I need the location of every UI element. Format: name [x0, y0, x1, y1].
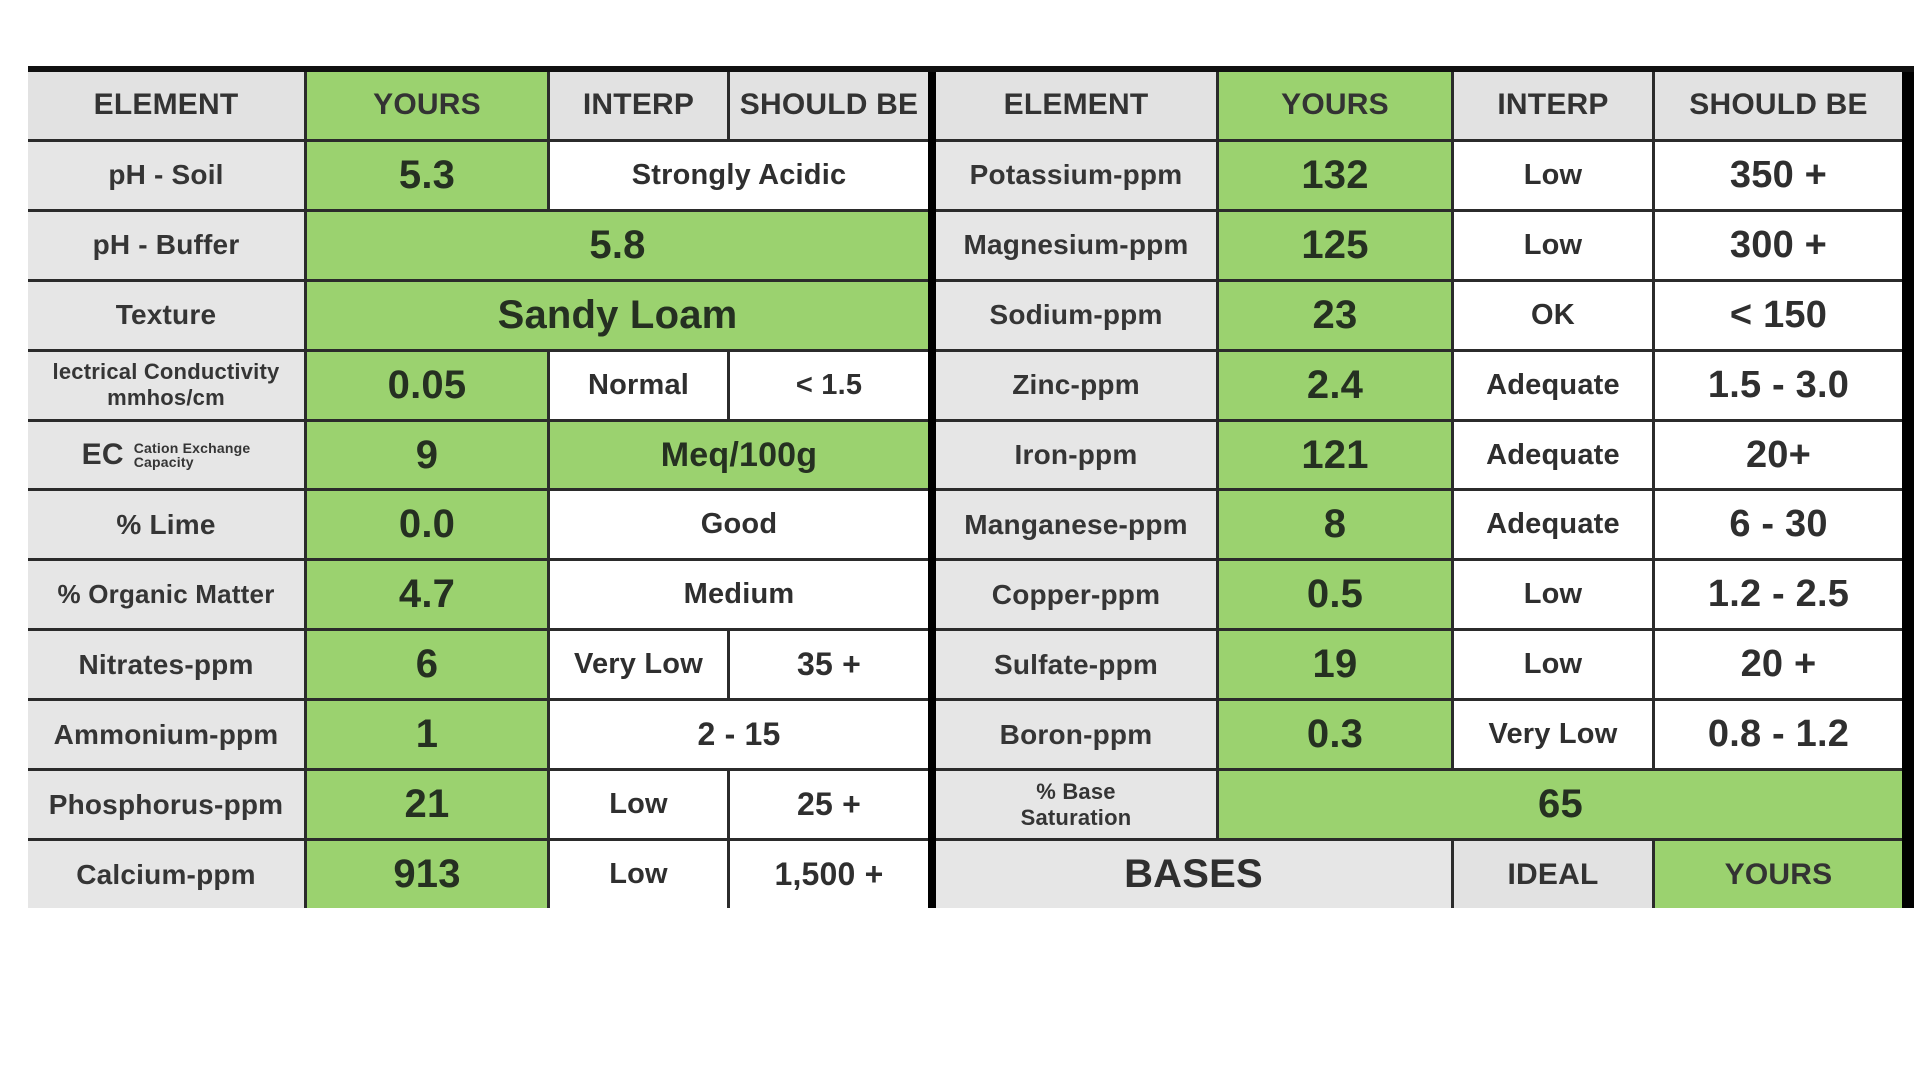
row-should-be: 1.5 - 3.0 [1655, 352, 1902, 419]
ec-label-line2: mmhos/cm [107, 385, 225, 411]
lime-value: 0.0 [307, 491, 547, 558]
row-should-be: 350 + [1655, 142, 1902, 209]
header-interp: INTERP [550, 72, 727, 139]
ec-label-line1: lectrical Conductivity [52, 359, 280, 385]
row-element: Sodium-ppm [936, 282, 1216, 349]
header-yours: YOURS [1219, 72, 1451, 139]
ideal-header: IDEAL [1454, 841, 1652, 908]
header-should-be: SHOULD BE [1655, 72, 1902, 139]
right-panel [936, 72, 1902, 908]
row-element: Manganese-ppm [936, 491, 1216, 558]
cec-label-main: EC [81, 438, 124, 472]
ammonium-value: 1 [307, 701, 547, 768]
row-yours: 132 [1219, 142, 1451, 209]
phosphorus-interp: Low [550, 771, 727, 838]
row-element: Potassium-ppm [936, 142, 1216, 209]
row-should-be: 20+ [1655, 422, 1902, 489]
row-element: Sulfate-ppm [936, 631, 1216, 698]
lime-label: % Lime [28, 491, 304, 558]
row-yours: 23 [1219, 282, 1451, 349]
left-panel [28, 72, 928, 908]
ph-buffer-label: pH - Buffer [28, 212, 304, 279]
ec-label [28, 352, 304, 419]
cec-label [28, 422, 304, 489]
row-interp: OK [1454, 282, 1652, 349]
row-element: Magnesium-ppm [936, 212, 1216, 279]
row-yours: 125 [1219, 212, 1451, 279]
ph-soil-label: pH - Soil [28, 142, 304, 209]
header-should-be: SHOULD BE [730, 72, 928, 139]
cec-label-sub2: Capacity [133, 454, 194, 471]
ammonium-should-be: 2 - 15 [550, 701, 928, 768]
row-interp: Low [1454, 631, 1652, 698]
phosphorus-value: 21 [307, 771, 547, 838]
right-grid [936, 72, 1902, 908]
nitrates-value: 6 [307, 631, 547, 698]
row-yours: 0.3 [1219, 701, 1451, 768]
base-saturation-line1: % Base [1036, 778, 1116, 804]
ec-should-be: < 1.5 [730, 352, 928, 419]
ph-buffer-value: 5.8 [307, 212, 928, 279]
row-should-be: 6 - 30 [1655, 491, 1902, 558]
texture-label: Texture [28, 282, 304, 349]
cec-unit: Meq/100g [550, 422, 928, 489]
calcium-should-be: 1,500 + [730, 841, 928, 908]
row-should-be: 20 + [1655, 631, 1902, 698]
header-yours: YOURS [307, 72, 547, 139]
row-interp: Low [1454, 142, 1652, 209]
calcium-label: Calcium-ppm [28, 841, 304, 908]
row-interp: Low [1454, 561, 1652, 628]
header-element: ELEMENT [28, 72, 304, 139]
lime-interp: Good [550, 491, 928, 558]
ec-interp: Normal [550, 352, 727, 419]
bases-yours-header: YOURS [1655, 841, 1902, 908]
nitrates-should-be: 35 + [730, 631, 928, 698]
row-yours: 8 [1219, 491, 1451, 558]
nitrates-label: Nitrates-ppm [28, 631, 304, 698]
bases-label: BASES [936, 841, 1451, 908]
organic-label: % Organic Matter [28, 561, 304, 628]
calcium-interp: Low [550, 841, 727, 908]
ph-soil-interp: Strongly Acidic [550, 142, 928, 209]
row-should-be: 1.2 - 2.5 [1655, 561, 1902, 628]
left-grid [28, 72, 928, 908]
row-interp: Adequate [1454, 352, 1652, 419]
row-element: Copper-ppm [936, 561, 1216, 628]
texture-value: Sandy Loam [307, 282, 928, 349]
organic-value: 4.7 [307, 561, 547, 628]
row-yours: 2.4 [1219, 352, 1451, 419]
row-interp: Adequate [1454, 491, 1652, 558]
ec-value: 0.05 [307, 352, 547, 419]
row-interp: Very Low [1454, 701, 1652, 768]
row-yours: 121 [1219, 422, 1451, 489]
soil-report-table [28, 66, 1914, 908]
ammonium-label: Ammonium-ppm [28, 701, 304, 768]
organic-interp: Medium [550, 561, 928, 628]
cec-value: 9 [307, 422, 547, 489]
row-should-be: 300 + [1655, 212, 1902, 279]
row-should-be: 0.8 - 1.2 [1655, 701, 1902, 768]
base-saturation-line2: Saturation [1020, 804, 1132, 830]
cec-label-sub1: Cation Exchange [133, 440, 251, 457]
calcium-value: 913 [307, 841, 547, 908]
row-interp: Low [1454, 212, 1652, 279]
row-should-be: < 150 [1655, 282, 1902, 349]
phosphorus-should-be: 25 + [730, 771, 928, 838]
header-interp: INTERP [1454, 72, 1652, 139]
row-interp: Adequate [1454, 422, 1652, 489]
row-element: Boron-ppm [936, 701, 1216, 768]
row-yours: 19 [1219, 631, 1451, 698]
base-saturation-label [936, 771, 1216, 838]
ph-soil-value: 5.3 [307, 142, 547, 209]
cec-label-sub [134, 441, 251, 469]
nitrates-interp: Very Low [550, 631, 727, 698]
base-saturation-value: 65 [1219, 771, 1902, 838]
phosphorus-label: Phosphorus-ppm [28, 771, 304, 838]
row-element: Zinc-ppm [936, 352, 1216, 419]
row-yours: 0.5 [1219, 561, 1451, 628]
row-element: Iron-ppm [936, 422, 1216, 489]
header-element: ELEMENT [936, 72, 1216, 139]
